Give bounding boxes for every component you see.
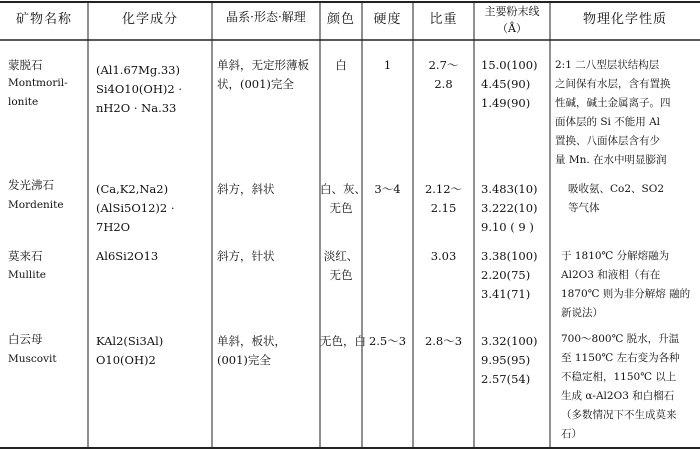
row-2-crystal: 斜方，斜状 bbox=[217, 182, 275, 196]
row-3-color: 淡红、 无色 bbox=[323, 249, 359, 282]
row-1-xrd: 15.0(100) 4.45(90) 1.49(90) bbox=[481, 58, 538, 110]
row-1-hardness: 1 bbox=[383, 58, 392, 72]
header-name: 矿物名称 bbox=[15, 12, 72, 27]
row-1-color: 白 bbox=[335, 58, 347, 72]
header-properties: 物理化学性质 bbox=[582, 12, 667, 27]
row-3-formula: Al6Si2O13 bbox=[96, 249, 159, 263]
row-4-formula: KAl2(Si3Al) O10(OH)2 bbox=[96, 334, 164, 367]
row-2-name-en: Mordenite bbox=[8, 199, 64, 211]
row-2-specific-gravity: 2.12～ 2.15 bbox=[424, 182, 463, 215]
row-3-xrd: 3.38(100) 2.20(75) 3.41(71) bbox=[481, 249, 538, 301]
row-4-name-cn: 白云母 bbox=[8, 332, 43, 346]
header-hardness: 硬度 bbox=[373, 12, 402, 27]
row-2-color: 白、灰、 无色 bbox=[320, 182, 366, 215]
row-3-specific-gravity: 3.03 bbox=[430, 249, 457, 263]
header-xrd-line2: （Å） bbox=[497, 22, 527, 35]
header-specific-gravity: 比重 bbox=[429, 12, 458, 27]
row-4-color: 无色，白 bbox=[320, 334, 366, 348]
row-2-formula: (Ca,K2,Na2) (AlSi5O12)2 · 7H2O bbox=[96, 182, 175, 234]
row-1-crystal: 单斜，无定形薄板 状，(001)完全 bbox=[217, 58, 309, 91]
row-2-hardness: 3～4 bbox=[374, 182, 401, 196]
row-1-name-en: Montmoril- lonite bbox=[8, 77, 68, 108]
row-3-crystal: 斜方，针状 bbox=[217, 249, 275, 263]
row-2-xrd: 3.483(10) 3.222(10) 9.10 ( 9 ) bbox=[481, 182, 538, 234]
row-3-properties: 于 1810℃ 分解熔融为 Al2O3 和液相（有在 1870℃ 则为非分解熔 融的 新说法） bbox=[561, 250, 691, 319]
row-4-name-en: Muscovit bbox=[8, 353, 57, 365]
row-3-name-cn: 莫来石 bbox=[8, 249, 43, 263]
row-4-xrd: 3.32(100) 9.95(95) 2.57(54) bbox=[481, 334, 538, 386]
row-2-name-cn: 发光沸石 bbox=[8, 178, 54, 192]
header-xrd-line1: 主要粉末线 bbox=[484, 5, 540, 18]
row-4-crystal: 单斜，板状， (001)完全 bbox=[217, 334, 286, 367]
row-1-name-cn: 蒙脱石 bbox=[8, 58, 43, 72]
row-1-formula: (Al1.67Mg.33) Si4O10(OH)2 · nH2O · Na.33 bbox=[96, 63, 182, 115]
header-color: 颜色 bbox=[326, 12, 355, 27]
row-3-name-en: Mullite bbox=[8, 269, 47, 281]
row-2-properties: 吸收氨、Co2、SO2 等气体 bbox=[568, 183, 665, 214]
header-crystal: 晶系·形态·解理 bbox=[226, 10, 306, 24]
row-4-hardness: 2.5～3 bbox=[368, 334, 407, 348]
header-formula: 化学成分 bbox=[121, 12, 178, 27]
row-4-properties: 700～800℃ 脱水，升温 至 1150℃ 左右变为各种 不稳定相，1150℃ 以上 生成 α-Al2O3 和白榴石 （多数情况下不生成莫来 石） bbox=[561, 333, 680, 440]
row-1-specific-gravity: 2.7～ 2.8 bbox=[428, 58, 459, 91]
row-1-properties: 2:1 二八型层状结构层 之间保有水层，含有置换 性碱，碱土金属离子。四 面体层的 Si 不能用 Al 置换、八面体层含有少 量 Mn. 在水中明显膨润 bbox=[555, 59, 671, 166]
row-4-specific-gravity: 2.8～3 bbox=[424, 334, 463, 348]
